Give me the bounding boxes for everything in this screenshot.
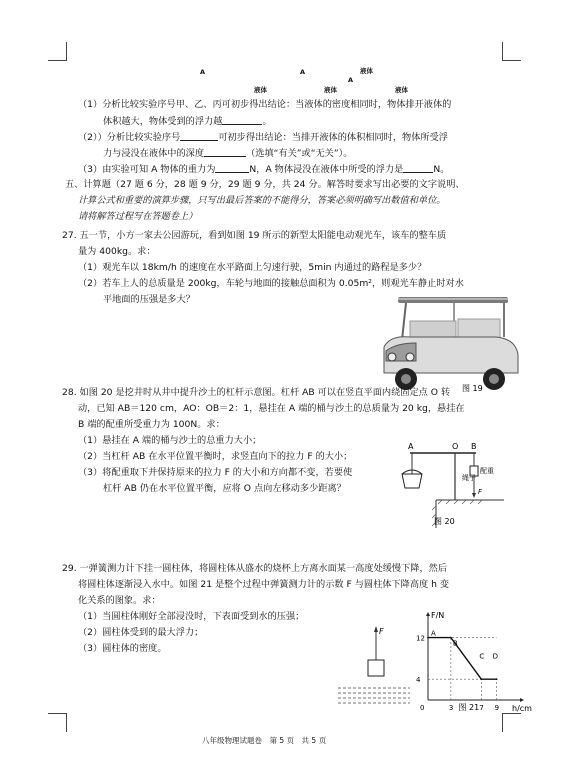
fig-label-a2: A [300,68,306,76]
point-label-a: A [431,629,436,638]
q26-line-1: （1）分析比较实验序号甲、乙、丙可初步得出结论：当液体的密度相同时，物体排开液体的 [78,99,452,110]
y-axis-label: F/N [431,611,445,620]
section-heading: 五、计算题（27 题 6 分，28 题 9 分，29 题 9 分，共 24 分。解答时要求写出必要的文字说明、 [65,179,465,190]
data-point [427,637,429,639]
cylinder-setup-diagram [334,622,414,708]
fig-label-liquid-3: 液体 [324,86,337,94]
counterweight-label: 配重 [480,467,494,475]
q27-line-1: 27. 五一节，小方一家去公园游玩，看到如图 19 所示的新型太阳能电动观光车，该车的整车质 [62,230,447,241]
x-axis-arrow [520,698,524,702]
q28-line-3: B 端的配重所受重力为 100N。求： [78,419,225,430]
q26-line-4: 力与浸没在液体中的深度 （选填“有关”或“无关”）。 [103,148,353,159]
headlight [388,353,396,361]
point-label-c: C [479,652,485,661]
y-tick-label: 4 [416,676,421,685]
headlight [406,353,414,361]
series-line [428,638,497,680]
fig-label-liquid-4: 液体 [395,86,408,94]
point-label-b: B [452,639,458,648]
data-point [450,637,452,639]
q29-line-3: 化关系的图象。求： [78,595,161,606]
x-tick-label: 0 [420,704,425,712]
q29-line-5: （2）圆柱体受到的最大浮力； [78,627,204,638]
figure-20-label: 图 20 [434,517,455,526]
q28-line-1: 28. 如图 20 是挖井时从井中提升沙土的杠杆示意图。杠杆 AB 可以在竖直平面内绕固定点 O 转 [62,387,451,398]
q29-line-6: （3）圆柱体的密度。 [78,643,167,654]
solar-cart-illustration [376,295,526,393]
q28-line-7: 杠杆 AB 仍在水平位置平衡，应将 O 点向左移动多少距离？ [103,483,346,494]
x-tick-label: 7 [479,704,484,712]
figure-21-label: 图 21 [458,703,480,712]
cylinder [368,660,384,676]
q27-line-4: （2）若车上人的总质量是 200kg，车轮与地面的接触总面积为 0.05m²，则观光车静止时对水 [78,278,464,289]
point-o-label: O [452,442,459,451]
force-f-label: F [379,627,384,636]
answer-blank[interactable] [204,147,246,157]
q29-line-1: 29. 一弹簧测力计下挂一圆柱体，将圆柱体从盛水的烧杯上方离水面某一高度处缓慢下降，然后 [62,563,448,574]
q28-line-2: 动，已知 AB＝120 cm，AO：OB＝2：1，悬挂在 A 端的桶与沙土的总质量为 20 kg，悬挂在 [78,403,465,414]
q29-line-2: 将圆柱体逐渐浸入水中。如图 21 是整个过程中弹簧测力计的示数 F 与圆柱体下降高度 h 变 [78,579,450,590]
point-label-d: D [492,652,498,661]
q27-line-5: 平地面的压强是多大？ [103,294,195,305]
lever-diagram [396,440,508,530]
fig-label-liquid-2: 液体 [254,86,267,94]
y-tick-label: 12 [416,634,425,643]
answer-blank[interactable] [403,163,433,173]
fig-label-a1: A [200,68,206,76]
crop-mark-top-left [48,42,67,61]
point-b-label: B [471,442,477,451]
q28-line-4: （1）悬挂在 A 端的桶与沙土的总重力大小； [78,435,262,446]
section-instructions-2: 计算公式和重要的演算步骤，只写出最后答案的不能得分，答案必须明确写出数值和单位。 [78,195,446,206]
x-tick-label: 9 [494,704,500,712]
q27-line-3: （1）观光车以 18km/h 的速度在水平路面上匀速行驶，5min 内通过的路程是多少？ [78,262,427,273]
x-axis-label: h/cm [512,704,532,713]
rope-label: 绳子 [462,474,476,482]
answer-blank[interactable] [180,131,218,141]
q26-line-3: （2））分析比较实验序号 可初步得出结论：当排开液体的体积相同时，物体所受浮 [78,132,448,143]
crop-mark-bottom-right [502,713,521,732]
fig-label-a3: A [348,76,354,84]
figure-19-label: 图 19 [462,384,483,393]
cart-seat [410,321,456,339]
force-height-chart [404,608,532,713]
q26-line-2: 体积越大，物体受到的浮力越 。 [103,116,272,127]
page-footer: 八年级物理试题卷 第 5 页 共 5 页 [202,736,327,745]
section-instructions-3: 请将解答过程写在答题卷上） [78,211,198,222]
crop-mark-top-right [502,42,521,61]
q29-line-4: （1）当圆柱体刚好全部浸没时，下表面受到水的压强； [78,611,305,622]
q28-line-6: （3）将配重取下并保持原来的拉力 F 的大小和方向都不变，若要使 [78,467,353,478]
q28-line-5: （2）当杠杆 AB 在水平位置平衡时，求竖直向下的拉力 F 的大小； [78,451,353,462]
q27-line-2: 量为 400kg。求： [78,246,156,257]
x-tick-label: 3 [448,704,454,712]
crop-mark-bottom-left [48,713,67,732]
data-point [480,678,482,680]
point-a-label: A [408,442,414,451]
cart-seat [458,319,500,339]
force-f-label: F [478,488,483,496]
y-axis-arrow [426,612,430,616]
bucket [402,474,422,488]
answer-blank[interactable] [222,115,262,125]
data-point [496,678,498,680]
answer-blank[interactable] [215,163,249,173]
fig-label-liquid-1: 液体 [360,67,373,75]
q26-line-5: （3）由实验可知 A 物体的重力为 N，A 物体浸没在液体中所受的浮力是 N。 [78,164,450,175]
